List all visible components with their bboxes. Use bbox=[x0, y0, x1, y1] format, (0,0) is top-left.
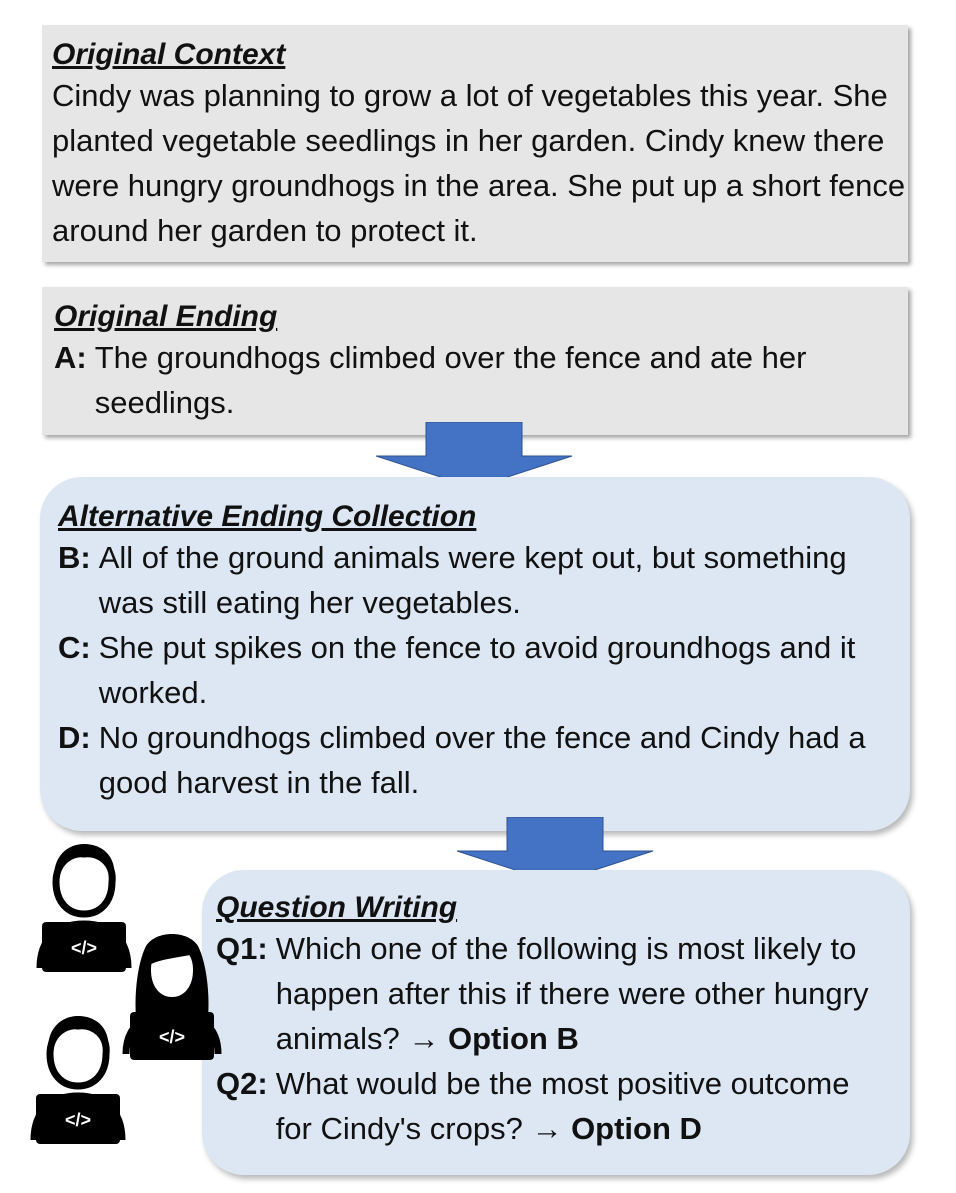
original-ending-title: Original Ending bbox=[54, 300, 278, 333]
original-context-box bbox=[42, 25, 908, 262]
alternative-item-d bbox=[58, 715, 870, 805]
answer-arrow: → bbox=[531, 1111, 563, 1146]
programmer-woman-icon bbox=[116, 922, 226, 1062]
question-text: What would be the most positive outcome for Cindy's crops? bbox=[275, 1066, 850, 1146]
laptop-code-symbol: </> bbox=[64, 1110, 92, 1130]
question-label: Q1: bbox=[216, 931, 268, 966]
alternative-label: B: bbox=[58, 540, 91, 575]
alternative-text: She put spikes on the fence to avoid groundhogs and it worked. bbox=[98, 630, 856, 710]
ending-text: The groundhogs climbed over the fence and ate her seedlings. bbox=[94, 340, 807, 420]
alternative-label: C: bbox=[58, 630, 91, 665]
alternative-item-b bbox=[58, 535, 870, 625]
question-writing-box bbox=[202, 870, 910, 1175]
question-item-q2 bbox=[216, 1061, 894, 1151]
original-context-text: Cindy was planning to grow a lot of vegetables this year. She planted vegetable seedlings in her garden. Cindy knew there were hungry groundhogs in the area. She put up a short fence around her garden to protect it. bbox=[52, 78, 906, 248]
original-context-title: Original Context bbox=[52, 38, 286, 71]
alternative-text: All of the ground animals were kept out, but something was still eating her vegetables. bbox=[98, 540, 847, 620]
answer-arrow: → bbox=[408, 1021, 440, 1056]
question-label: Q2: bbox=[216, 1066, 268, 1101]
answer-option: Option B bbox=[448, 1021, 579, 1056]
question-writing-title: Question Writing bbox=[216, 891, 458, 924]
question-text: Which one of the following is most likely to happen after this if there were other hungry animals? bbox=[275, 931, 869, 1056]
question-item-q1 bbox=[216, 926, 894, 1061]
laptop-code-symbol: </> bbox=[158, 1027, 186, 1047]
ending-item-a bbox=[54, 335, 892, 425]
programmer-man-icon bbox=[22, 1010, 132, 1150]
alternative-text: No groundhogs climbed over the fence and Cindy had a good harvest in the fall. bbox=[98, 720, 866, 800]
alternative-item-c bbox=[58, 625, 870, 715]
alternative-endings-title: Alternative Ending Collection bbox=[58, 500, 477, 533]
answer-option: Option D bbox=[571, 1111, 702, 1146]
alternative-endings-box bbox=[40, 477, 910, 831]
original-ending-box bbox=[42, 287, 908, 435]
laptop-code-symbol: </> bbox=[70, 938, 98, 958]
alternative-label: D: bbox=[58, 720, 91, 755]
ending-label: A: bbox=[54, 340, 87, 375]
